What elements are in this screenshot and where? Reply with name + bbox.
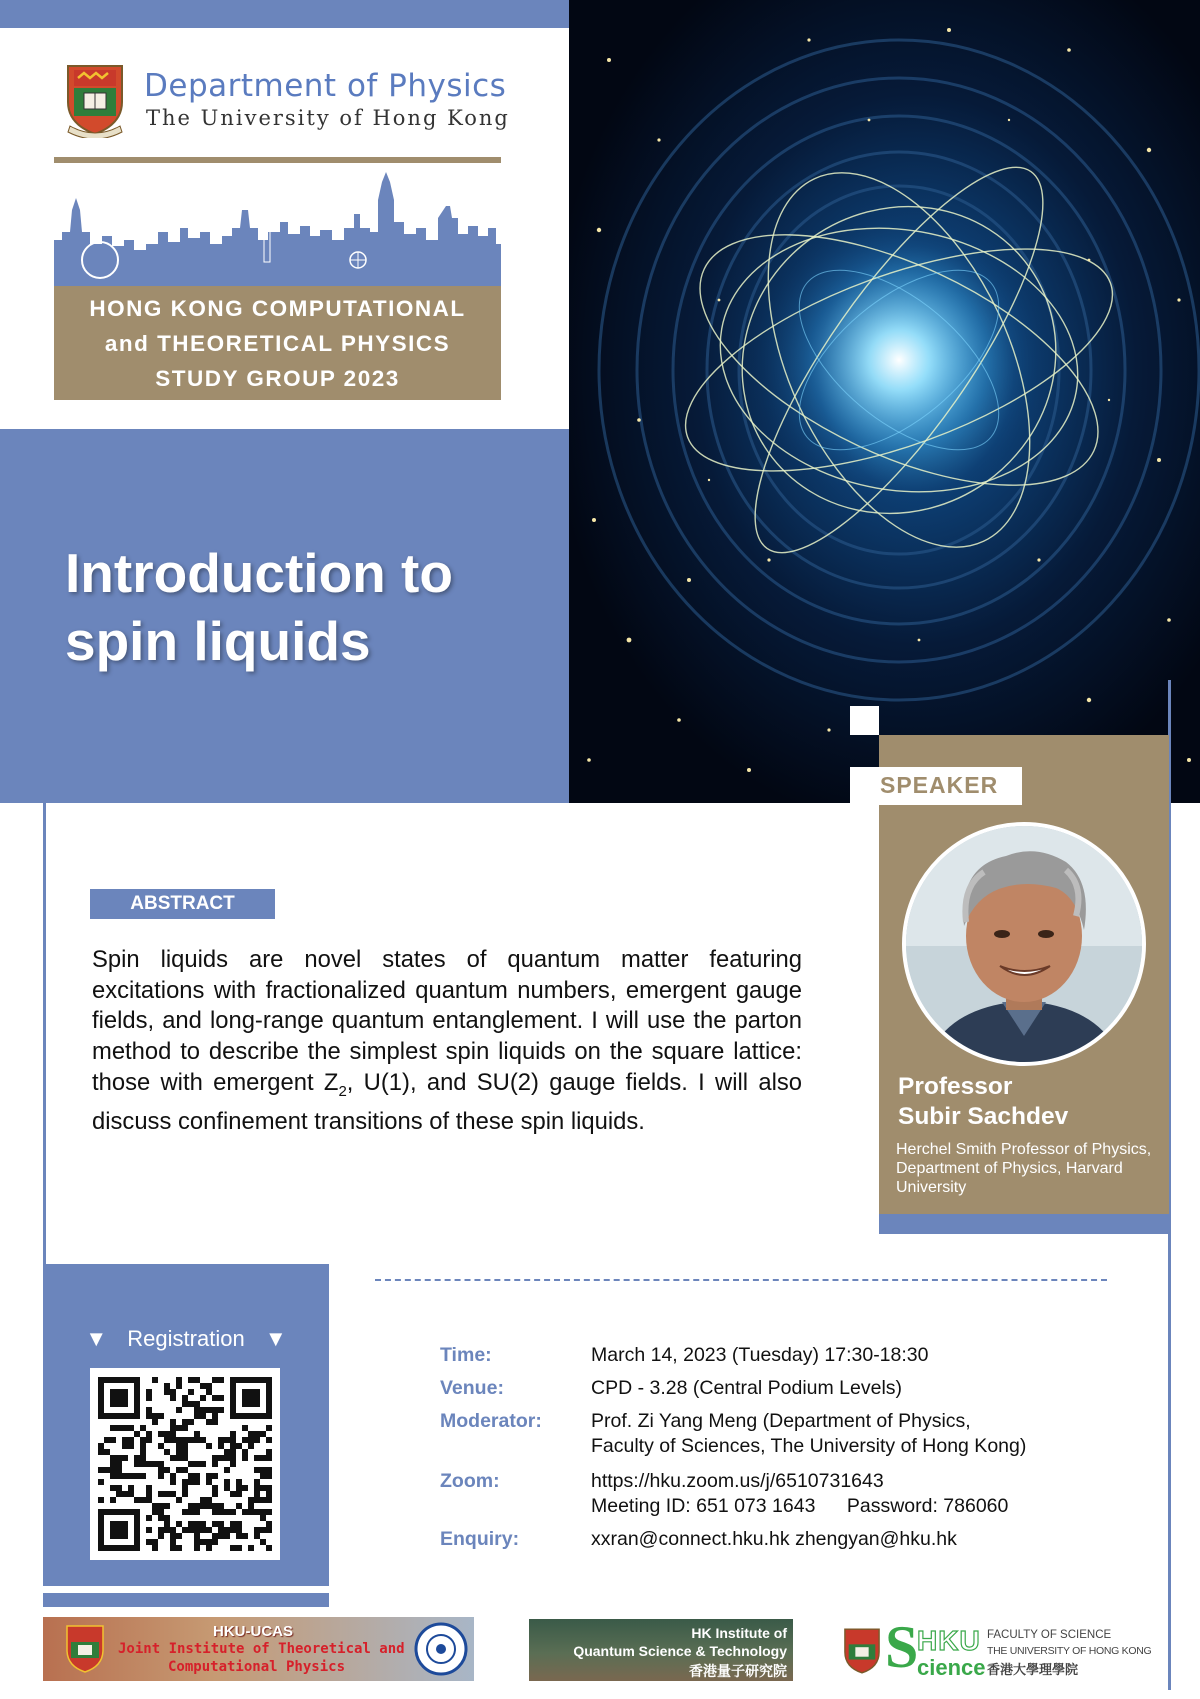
registration-box xyxy=(43,1264,329,1586)
speaker-bottom-strip xyxy=(879,1214,1169,1234)
enquiry-row xyxy=(440,1527,1026,1552)
speaker-name-line2: Subir Sachdev xyxy=(898,1103,1069,1130)
ucas-seal-icon xyxy=(414,1622,468,1676)
jitcp-line2: Joint Institute of Theoretical and xyxy=(118,1641,405,1657)
department-logo-block xyxy=(64,62,514,142)
time-value: March 14, 2023 (Tuesday) 17:30-18:30 xyxy=(591,1344,929,1366)
gold-divider xyxy=(54,157,501,163)
time-row xyxy=(440,1343,1026,1368)
zoom-row xyxy=(440,1469,1026,1519)
hong-kong-skyline-icon xyxy=(54,170,501,288)
zoom-meeting-id: Meeting ID: 651 073 1643 xyxy=(591,1495,816,1517)
zoom-password: Password: 786060 xyxy=(846,1495,1009,1517)
moderator-value xyxy=(591,1409,1026,1459)
title-panel xyxy=(0,429,569,803)
top-blue-strip xyxy=(0,0,569,28)
talk-title-line1: Introduction to xyxy=(65,542,453,604)
down-arrow-left-icon: ▼ xyxy=(85,1326,108,1351)
iqst-line3: 香港量子研究院 xyxy=(689,1663,787,1679)
science-word: cience xyxy=(917,1655,986,1680)
abstract-text-part2: , U(1), and SU(2) gauge fields. I will also discuss confinement transitions of these spin liquids. xyxy=(92,1068,802,1136)
talk-title-line2: spin liquids xyxy=(65,610,371,672)
department-name: Department of Physics xyxy=(144,68,507,104)
abstract-text xyxy=(92,945,802,1138)
science-faculty: FACULTY OF SCIENCE xyxy=(987,1629,1112,1641)
talk-title xyxy=(65,539,453,675)
qr-modules xyxy=(98,1377,272,1551)
hku-science-logo xyxy=(843,1614,1183,1681)
hku-crest-icon xyxy=(64,62,126,138)
registration-bottom-strip xyxy=(43,1593,329,1607)
study-group-line1: HONG KONG COMPUTATIONAL xyxy=(89,295,466,321)
venue-row xyxy=(440,1376,1026,1401)
speaker-photo xyxy=(902,822,1146,1066)
registration-title xyxy=(43,1326,329,1352)
registration-label: Registration xyxy=(127,1326,245,1351)
abstract-subscript: 2 xyxy=(338,1082,347,1100)
left-vertical-line xyxy=(43,803,46,1265)
zoom-value xyxy=(591,1469,1008,1519)
speaker-name-line1: Professor xyxy=(898,1073,1013,1100)
dashed-divider xyxy=(375,1279,1107,1281)
enquiry-emails[interactable]: xxran@connect.hku.hk zhengyan@hku.hk xyxy=(591,1528,957,1550)
moderator-line2: Faculty of Sciences, The University of Hong Kong) xyxy=(591,1435,1027,1457)
enquiry-label: Enquiry: xyxy=(440,1528,520,1550)
abstract-label: ABSTRACT xyxy=(90,889,275,919)
speaker-corner-square xyxy=(850,706,879,735)
speaker-name xyxy=(898,1072,1068,1132)
university-name: The University of Hong Kong xyxy=(146,106,510,130)
zoom-url-link[interactable]: https://hku.zoom.us/j/6510731643 xyxy=(591,1470,884,1492)
abstract-text-part1: Spin liquids are novel states of quantum matter featuring excitations with fractionalized quantum numbers, emergent gauge fields, and long-range quantum entanglement. I will use the parton method to describe the simplest spin liquids on the square lattice: those with emergent Z xyxy=(92,946,802,1096)
venue-label: Venue: xyxy=(440,1377,504,1399)
event-details xyxy=(440,1343,1026,1552)
speaker-affiliation: Herchel Smith Professor of Physics, Department of Physics, Harvard University xyxy=(896,1141,1152,1196)
qr-code-icon xyxy=(98,1376,272,1552)
hku-crest-science-icon xyxy=(843,1627,881,1675)
hku-crest-small-icon xyxy=(65,1624,105,1674)
moderator-line1: Prof. Zi Yang Meng (Department of Physics, xyxy=(591,1410,971,1432)
iqst-line2: Quantum Science & Technology xyxy=(573,1643,787,1659)
speaker-portrait-icon xyxy=(906,826,1142,1062)
registration-qr-code[interactable] xyxy=(90,1368,280,1560)
iqst-logo xyxy=(529,1619,793,1681)
zoom-label: Zoom: xyxy=(440,1470,500,1492)
jitcp-logo xyxy=(43,1617,474,1681)
science-chinese: 香港大學理學院 xyxy=(987,1662,1079,1677)
study-group-banner xyxy=(54,286,501,400)
cosmic-atom-image xyxy=(569,0,1200,803)
venue-value: CPD - 3.28 (Central Podium Levels) xyxy=(591,1377,903,1399)
study-group-line3: STUDY GROUP 2023 xyxy=(155,365,400,391)
science-hku-text: HKU xyxy=(917,1625,981,1656)
time-label: Time: xyxy=(440,1344,492,1366)
iqst-line1: HK Institute of xyxy=(691,1625,787,1641)
science-big-s: S xyxy=(885,1614,919,1680)
down-arrow-right-icon: ▼ xyxy=(264,1326,287,1351)
zoom-credentials xyxy=(591,1494,1008,1519)
science-university: THE UNIVERSITY OF HONG KONG xyxy=(987,1645,1152,1657)
study-group-line2: and THEORETICAL PHYSICS xyxy=(104,330,451,356)
moderator-label: Moderator: xyxy=(440,1410,542,1432)
jitcp-line3: Computational Physics xyxy=(168,1659,346,1675)
moderator-row xyxy=(440,1409,1026,1459)
jitcp-line1: HKU-UCAS xyxy=(213,1623,293,1640)
orbit-rings-icon xyxy=(569,0,1200,803)
speaker-label: SPEAKER xyxy=(880,772,999,798)
